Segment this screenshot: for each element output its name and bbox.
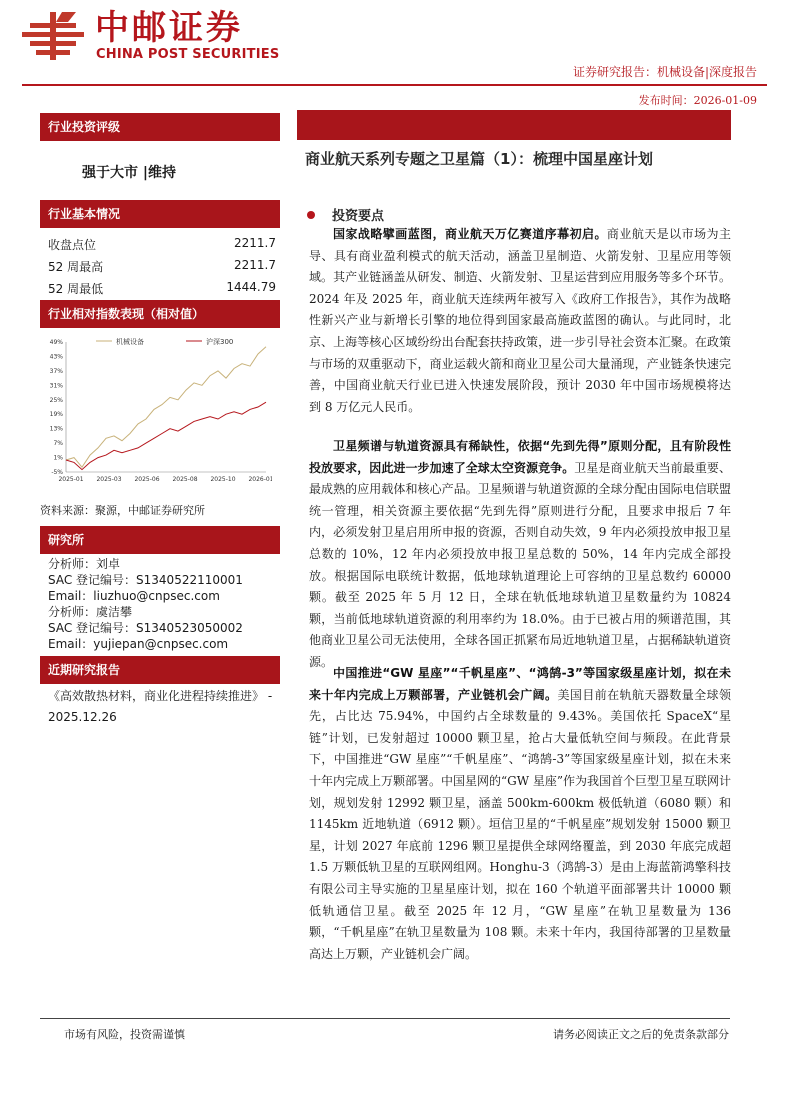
stat-row <box>48 258 276 275</box>
y-tick-label: 25% <box>49 396 63 404</box>
paragraph-lead: 中国推进“GW 星座”“千帆星座”、“鸿鹄-3”等国家级星座计划，拟在未来十年内完成上万颗部署，产业链机会广阔。 <box>309 666 731 702</box>
stat-label: 收盘点位 <box>48 238 97 252</box>
footer-divider <box>40 1018 730 1019</box>
section-heading: 投资要点 <box>332 209 385 224</box>
chart-source: 资料来源：聚源，中邮证券研究所 <box>40 504 205 517</box>
stat-value: 2211.7 <box>234 236 276 250</box>
x-tick-label: 2025-06 <box>134 476 160 483</box>
analyst-sac: SAC 登记编号：S1340522110001 <box>48 573 243 587</box>
bullet-icon <box>307 211 315 219</box>
paragraph-lead: 国家战略擘画蓝图，商业航天万亿赛道序幕初启。 <box>333 227 607 241</box>
publish-date: 发布时间：2026-01-09 <box>638 94 757 107</box>
analyst-email[interactable]: Email：liuzhuo@cnpsec.com <box>48 589 220 603</box>
paragraph <box>309 663 731 965</box>
legend-label: 机械设备 <box>116 338 144 346</box>
terms-notice: 请务必阅读正文之后的免责条款部分 <box>553 1028 729 1041</box>
report-type: 证券研究报告：机械设备|深度报告 <box>572 65 757 79</box>
y-tick-label: 19% <box>49 411 63 419</box>
chart-svg <box>36 332 272 488</box>
performance-header: 行业相对指数表现（相对值） <box>40 300 280 328</box>
paragraph-body: 美国目前在轨航天器数量全球领先，占比达 75.94%，中国约占全球数量的 9.43%。美国依托 SpaceX“星链”计划，已发射超过 10000 颗卫星，抢占大量低轨空间与频段。在此背景下，中国推进“GW 星座”“千帆星座”、“鸿鹄-3”等国家级星座计划，拟在未来十年内完成上万颗部署。中国星网的“GW 星座”作为我国首个巨型卫星互联网计划，规划发射 12992 颗卫星，涵盖 500km-600km 极低轨道（6080 颗）和 1145km 近地轨道（6912 颗）。垣信卫星的“千帆星座”规划发射 15000 颗卫星，计划 2027 年底前 1296 颗卫星提供全球网络覆盖，到 2030 年底完成超 1.5 万颗低轨卫星的互联网组网。Honghu-3（鸿鹄-3）是由上海蓝箭鸿擎科技有限公司主导实施的卫星星座计划，拟在 160 个轨道平面部署共计 10000 颗低轨通信卫星。截至 2025 年 12 月，“GW 星座”在轨卫星数量为 136 颗，“千帆星座”在轨卫星数量为 108 颗。未来十年内，我国待部署的卫星数量高达上万颗，产业链机会广阔。 <box>309 687 732 961</box>
paragraph <box>309 224 731 418</box>
y-tick-label: 37% <box>49 367 63 375</box>
y-tick-label: 7% <box>53 440 63 448</box>
legend-label: 沪深300 <box>206 338 234 346</box>
paragraph-body: 卫星是商业航天当前最重要、最成熟的应用载体和核心产品。卫星频谱与轨道资源的全球分配由国际电信联盟统一管理，相关资源主要依据“先到先得”原则进行分配，且要求申报后 7 年内，必须发射卫星启用所申报的资源，否则自动失效，9 年内必须投放申报卫星总数的 10%，12 年内必须投放申报卫星总数的 50%，14 年内完成全部投放。根据国际电联统计数据，低地球轨道理论上可容纳的卫星总数约 60000 颗。截至 2025 年 5 月 12 日，全球在轨低地球轨道卫星数量约为 10824 颗，当前低地球轨道资源的利用率约为 18.0%。由于已被占用的频谱范围，其他商业卫星公司无法使用，全球各国正抓紧布局近地轨道卫星，占据稀缺轨道资源。 <box>309 460 731 669</box>
x-tick-label: 2026-01 <box>248 476 272 483</box>
y-tick-label: -5% <box>51 469 63 476</box>
paragraph-body: 商业航天是以市场为主导、具有商业盈利模式的航天活动，涵盖卫星制造、火箭发射、卫星应用等领域。其产业链涵盖从研发、制造、火箭发射、卫星运营到应用服务等多个环节。2024 年及 2025 年，商业航天连续两年被写入《政府工作报告》，其作为战略性新兴产业与新增长引擎的地位得到国家最高施政蓝图的确认。与此同时，北京、上海等核心区域纷纷出台配套扶持政策，进一步引导社会资本汇聚。在政策与市场的双重驱动下，商业运载火箭和商业卫星公司大量涌现，产业链条快速完善，中国商业航天行业已进入快速发展阶段，预计 2030 年中国市场规模将达到 8 万亿元人民币。 <box>309 227 731 414</box>
company-logo-icon <box>22 12 84 60</box>
analyst-email[interactable]: Email：yujiepan@cnpsec.com <box>48 637 229 651</box>
stat-row <box>48 236 276 253</box>
paragraph <box>309 436 731 674</box>
x-tick-label: 2025-01 <box>58 476 84 483</box>
x-tick-label: 2025-08 <box>172 476 198 483</box>
industry-rating: 强于大市 |维持 <box>82 165 176 181</box>
research-header: 研究所 <box>40 526 280 554</box>
stat-value: 1444.79 <box>226 280 276 294</box>
risk-disclaimer: 市场有风险，投资需谨慎 <box>64 1028 185 1041</box>
recent-reports-header: 近期研究报告 <box>40 656 280 684</box>
x-tick-label: 2025-03 <box>96 476 122 483</box>
y-tick-label: 49% <box>49 339 63 346</box>
title-banner <box>297 110 731 140</box>
stat-row <box>48 280 276 297</box>
report-title: 商业航天系列专题之卫星篇（1）：梳理中国星座计划 <box>305 150 653 168</box>
paragraph-lead: 卫星频谱与轨道资源具有稀缺性，依据“先到先得”原则分配，且有阶段性投放要求，因此进一步加速了全球太空资源竞争。 <box>309 439 731 475</box>
x-tick-label: 2025-10 <box>210 476 236 483</box>
stat-label: 52 周最低 <box>48 282 104 296</box>
analyst-sac: SAC 登记编号：S1340523050002 <box>48 621 243 635</box>
analyst-name: 分析师：刘卓 <box>48 557 121 571</box>
y-tick-label: 1% <box>53 454 63 462</box>
header-divider <box>22 84 767 86</box>
recent-report-link[interactable]: 《高效散热材料，商业化进程持续推进》 - 2025.12.26 <box>48 689 273 724</box>
stat-label: 52 周最高 <box>48 260 104 274</box>
brand-name-en: CHINA POST SECURITIES <box>96 47 280 62</box>
stat-value: 2211.7 <box>234 258 276 272</box>
y-tick-label: 43% <box>49 353 63 361</box>
y-tick-label: 13% <box>49 425 63 433</box>
rating-header: 行业投资评级 <box>40 113 280 141</box>
series-line-csi300 <box>66 402 266 469</box>
series-line-machinery <box>66 347 266 467</box>
basics-header: 行业基本情况 <box>40 200 280 228</box>
analyst-name: 分析师：虞洁攀 <box>48 605 133 619</box>
relative-performance-chart <box>36 332 272 488</box>
brand-name-cn: 中邮证券 <box>95 8 243 48</box>
y-tick-label: 31% <box>49 382 63 390</box>
